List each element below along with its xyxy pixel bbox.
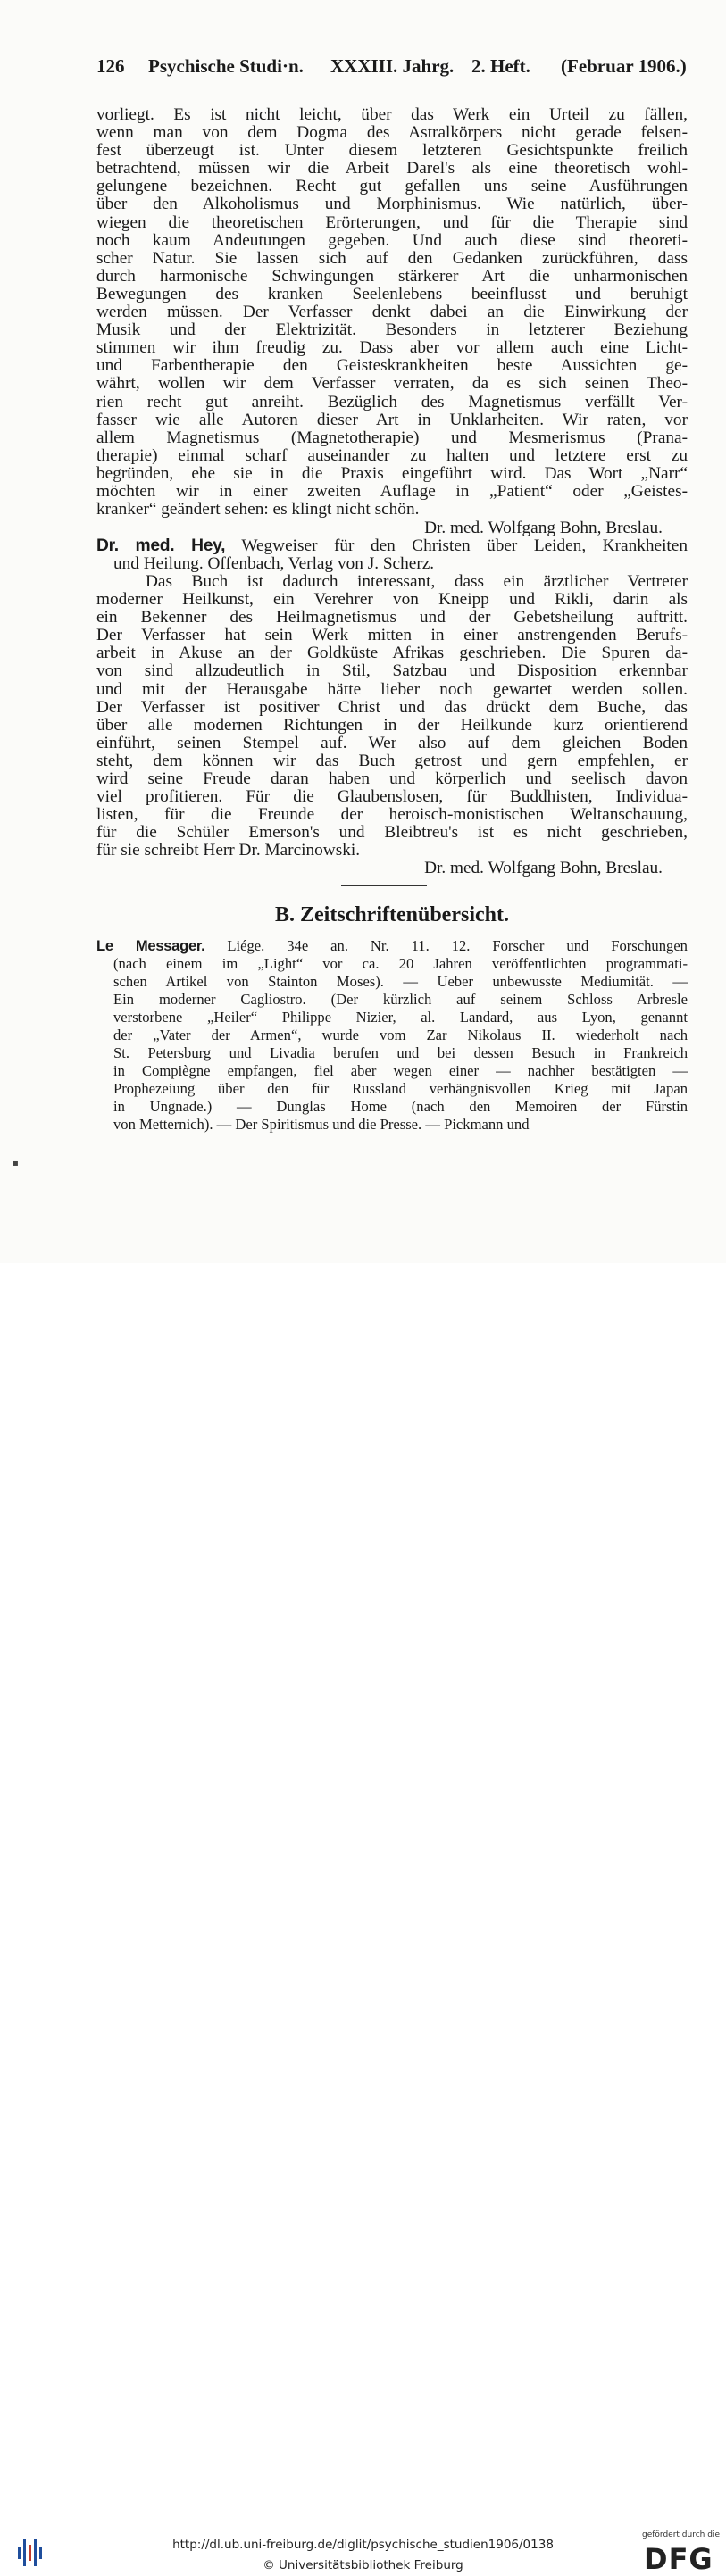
messager-line: in Compiègne empfangen, fiel aber wegen einer — nachher bestätigten — bbox=[113, 1062, 688, 1079]
text-line: fasser wie alle Autoren dieser Art in Unklarheiten. Wir raten, vor bbox=[96, 411, 688, 429]
scanned-page bbox=[0, 0, 726, 1263]
scan-speck: ▪ bbox=[13, 1159, 19, 1168]
dfg-logo-icon: DFG bbox=[644, 2542, 713, 2576]
text-line: kranker“ geändert sehen: es klingt nicht schön. bbox=[96, 501, 420, 519]
messager-line: in Ungnade.) — Dunglas Home (nach den Memoiren der Fürstin bbox=[113, 1098, 688, 1115]
text-line: begründen, ehe sie in die Praxis eingeführt wird. Das Wort „Narr“ bbox=[96, 464, 688, 483]
text-line: listen, für die Freunde der heroisch-monistischen Weltanschauung, bbox=[96, 806, 688, 825]
messager-first-line: Liége. 34e an. Nr. 11. 12. Forscher und Forschungen bbox=[227, 937, 688, 954]
text-line: über alle modernen Richtungen in der Heilkunde kurz orientierend bbox=[96, 716, 688, 735]
text-line: über den Alkoholismus und Morphinismus. Wie natürlich, über- bbox=[96, 195, 688, 214]
running-header bbox=[96, 55, 695, 84]
copyright-notice: © Universitätsbibliothek Freiburg bbox=[263, 2558, 463, 2572]
dfg-caption: gefördert durch die bbox=[642, 2530, 720, 2539]
text-line: Das Buch ist dadurch interessant, dass ein ärztlicher Vertreter bbox=[146, 573, 688, 591]
text-line: ein Bekenner des Heilmagnetismus und der Gebetsheilung auftritt. bbox=[96, 609, 688, 627]
text-line: von sind allzudeutlich in Stil, Satzbau und Disposition erkennbar bbox=[96, 662, 688, 681]
messager-line: schen Artikel von Stainton Moses). — Ueber unbewusste Mediumität. — bbox=[113, 973, 688, 990]
review-2-heading bbox=[96, 537, 688, 573]
text-line: arbeit in Akuse an der Goldküste Afrikas geschrieben. Die Spuren da- bbox=[96, 644, 688, 663]
text-line: für die Schüler Emerson's und Bleibtreu's ist es nicht geschrieben, bbox=[96, 824, 688, 843]
text-line: vorliegt. Es ist nicht leicht, über das Werk ein Urteil zu fällen, bbox=[96, 106, 688, 124]
text-line: für sie schreibt Herr Dr. Marcinowski. bbox=[96, 842, 361, 860]
text-line: Der Verfasser hat sein Werk mitten in einer anstrengenden Berufs- bbox=[96, 627, 688, 645]
text-line: Musik und der Elektrizität. Besonders in letzterer Beziehung bbox=[96, 321, 688, 340]
text-line: viel profitieren. Für die Glaubenslosen, für Buddhisten, Individua- bbox=[96, 788, 688, 807]
messager-line: (nach einem im „Light“ vor ca. 20 Jahren veröffentlichten programmati- bbox=[113, 955, 688, 972]
messager-line: St. Petersburg und Livadia berufen und bei dessen Besuch in Frankreich bbox=[113, 1044, 688, 1061]
text-line: betrachtend, müssen wir die Arbeit Darel's als eine theoretisch wohl- bbox=[96, 160, 688, 179]
signature-block-1 bbox=[96, 519, 688, 537]
signature-1: Dr. med. Wolfgang Bohn, Breslau. bbox=[424, 519, 663, 537]
text-line: werden müssen. Der Verfasser denkt dabei an die Einwirkung der bbox=[96, 303, 688, 322]
text-line: gelungene bezeichnen. Recht gut gefallen uns seine Ausführungen bbox=[96, 178, 688, 196]
text-line: rien recht gut anreiht. Bezüglich des Magnetismus verfällt Ver- bbox=[96, 393, 688, 411]
text-line: fest überzeugt ist. Unter diesem letzteren Gesichtspunkte freilich bbox=[96, 142, 688, 161]
text-line: Der Verfasser ist positiver Christ und das drückt dem Buche, das bbox=[96, 698, 688, 717]
text-line: Bewegungen des kranken Seelenlebens beeinflusst und beruhigt bbox=[96, 285, 688, 303]
text-line: einführt, seinen Stempel auf. Wer also auf dem gleichen Boden bbox=[96, 734, 688, 752]
section-heading: B. Zeitschriftenübersicht. bbox=[275, 903, 509, 927]
signature-block-2 bbox=[96, 860, 688, 877]
messager-line: der „Vater der Armen“, wurde vom Zar Nikolaus II. wiederholt nach bbox=[113, 1026, 688, 1043]
issue-date: (Februar 1906.) bbox=[561, 55, 687, 77]
messager-line: Prophezeiung über den für Russland verhängnisvollen Krieg mit Japan bbox=[113, 1080, 688, 1097]
review-2-title-line2: und Heilung. Offenbach, Verlag von J. Scherz. bbox=[113, 555, 435, 574]
text-line: wenn man von dem Dogma des Astralkörpers nicht gerade felsen- bbox=[96, 124, 688, 143]
journal-title: Psychische Studi·n. bbox=[148, 55, 304, 77]
volume-label: XXXIII. Jahrg. bbox=[330, 55, 455, 77]
text-line: scher Natur. Sie lassen sich auf den Gedanken zurückführen, dass bbox=[96, 249, 688, 268]
issue-label: 2. Heft. bbox=[471, 55, 530, 77]
viewer-footer bbox=[0, 1263, 726, 2576]
review-paragraph-1 bbox=[96, 106, 688, 519]
messager-line: Ein moderner Cagliostro. (Der kürzlich auf seinem Schloss Arbresle bbox=[113, 991, 688, 1008]
text-line: währt, wollen wir dem Verfasser verraten, da es sich seinen Theo- bbox=[96, 375, 688, 394]
text-line: möchten wir in einer zweiten Auflage in „Patient“ oder „Geistes- bbox=[96, 482, 688, 501]
text-line: stimmen wir ihm freudig zu. Dass aber vor allem auch eine Licht- bbox=[96, 339, 688, 358]
source-url[interactable]: http://dl.ub.uni-freiburg.de/diglit/psychische_studien1906/0138 bbox=[172, 2538, 554, 2552]
text-line: steht, dem können wir das Buch getrost und gern empfehlen, er bbox=[96, 752, 688, 770]
messager-line: verstorbene „Heiler“ Philippe Nizier, al. Landard, aus Lyon, genannt bbox=[113, 1009, 688, 1026]
signature-2: Dr. med. Wolfgang Bohn, Breslau. bbox=[424, 860, 663, 877]
page-number: 126 bbox=[96, 55, 125, 77]
text-line: durch harmonische Schwingungen stärkerer Art die unharmonischen bbox=[96, 267, 688, 286]
text-line: therapie) einmal scharf auseinander zu halten und letztere erst zu bbox=[96, 446, 688, 465]
text-line: allem Magnetismus (Magnetotherapie) und Mesmerismus (Prana- bbox=[96, 428, 688, 447]
text-line: und mit der Herausgabe hätte lieber noch gewartet werden sollen. bbox=[96, 680, 688, 699]
text-line: wiegen die theoretischen Erörterungen, und für die Therapie sind bbox=[96, 213, 688, 232]
text-line: und Farbentherapie den Geisteskrankheiten beste Aussichten ge- bbox=[96, 357, 688, 376]
text-line: noch kaum Andeutungen gegeben. Und auch diese sind theoreti- bbox=[96, 231, 688, 250]
review-paragraph-2 bbox=[96, 573, 688, 860]
review-2-author: Dr. med. Hey, bbox=[96, 537, 226, 555]
messager-line: von Metternich). — Der Spiritismus und die Presse. — Pickmann und bbox=[113, 1116, 530, 1133]
section-divider bbox=[341, 885, 427, 886]
text-line: wird seine Freude daran haben und körperlich und seelisch davon bbox=[96, 770, 688, 789]
text-line: moderner Heilkunst, ein Verehrer von Kneipp und Rikli, darin als bbox=[96, 591, 688, 610]
messager-title: Le Messager. bbox=[96, 937, 205, 954]
messager-entry bbox=[96, 937, 688, 1134]
review-2-title: Wegweiser für den Christen über Leiden, Krankheiten bbox=[241, 537, 688, 555]
